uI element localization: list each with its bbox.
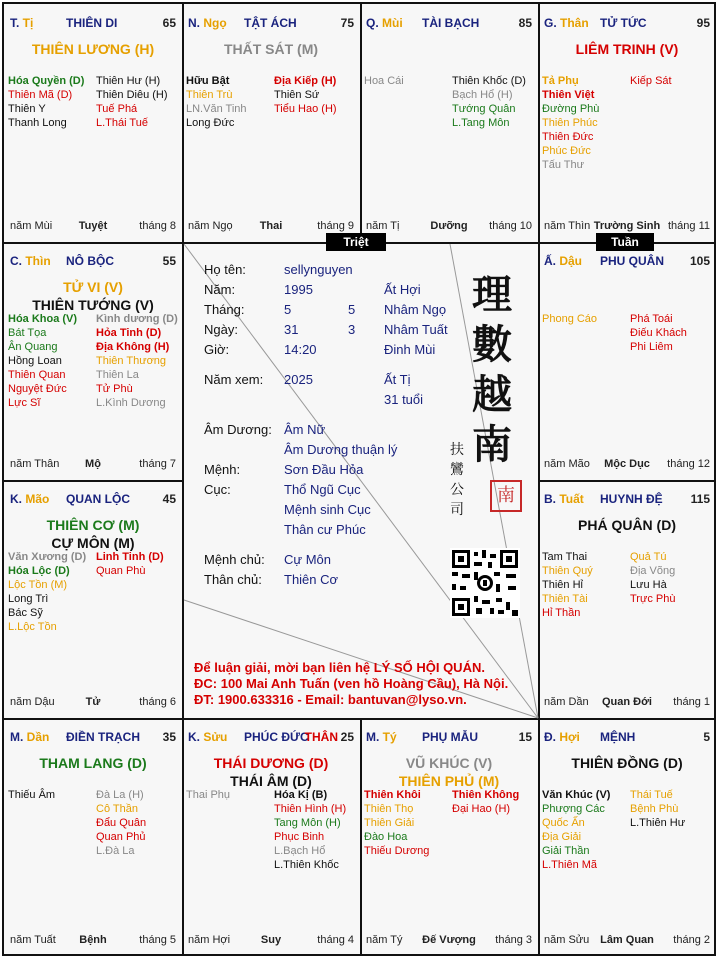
minor-star: Thiên Thọ xyxy=(364,803,414,815)
palace-stage: Tử xyxy=(85,696,101,708)
palace-branch: N. Ngọ xyxy=(188,16,227,30)
minor-stars-right xyxy=(96,312,178,410)
palace-month: tháng 11 xyxy=(667,220,710,232)
minor-star: Quan Phủ xyxy=(96,831,146,843)
palace-header xyxy=(188,730,354,746)
minor-star: Thiên Hư (H) xyxy=(96,75,161,87)
palace-ti[interactable] xyxy=(4,4,182,242)
palace-name: HUYNH ĐỆ xyxy=(600,492,663,506)
minor-star: Hoa Cái xyxy=(364,75,404,87)
minor-stars-right xyxy=(630,788,685,830)
palace-footer xyxy=(544,220,710,234)
calligraphy-small: 公 xyxy=(450,482,464,498)
palace-header xyxy=(10,16,176,32)
than-chu-value: Thiên Cơ xyxy=(284,572,339,587)
minor-star: Thiên Mã (D) xyxy=(8,89,73,101)
minor-star: Phi Liêm xyxy=(630,341,673,353)
palace-age: 25 xyxy=(340,730,354,744)
palace-age: 35 xyxy=(162,730,176,744)
tuan-marker: Tuần xyxy=(596,233,654,251)
minor-star: Hồng Loan xyxy=(8,355,62,367)
minor-stars-left xyxy=(186,788,230,802)
minor-star: Tuế Phá xyxy=(96,103,138,115)
minor-stars-right xyxy=(274,788,346,872)
minor-star: Thiên Hình (H) xyxy=(274,803,347,815)
palace-name: QUAN LỘC xyxy=(66,492,130,506)
minor-star: Thanh Long xyxy=(8,117,67,129)
palace-name: ĐIỀN TRẠCH xyxy=(66,730,140,744)
minor-stars-left xyxy=(542,550,593,620)
palace-branch: M. Tý xyxy=(366,730,397,744)
minor-star: Hóa Kị (B) xyxy=(274,789,328,801)
name-label: Họ tên: xyxy=(204,262,246,277)
palace-year: năm Ngọ xyxy=(188,220,233,232)
month-canchi: Nhâm Ngọ xyxy=(384,302,447,317)
minor-star: Giải Thần xyxy=(542,845,590,857)
minor-star: Đại Hao (H) xyxy=(452,803,511,815)
minor-star: L.Bạch Hổ xyxy=(274,845,326,857)
palace-footer xyxy=(544,934,710,948)
amduong-label: Âm Dương: xyxy=(204,422,272,437)
palace-suu[interactable] xyxy=(182,718,360,956)
palace-branch: G. Thân xyxy=(544,16,589,30)
cuc-note: Mệnh sinh Cục xyxy=(284,502,371,517)
minor-star: Bệnh Phù xyxy=(630,803,679,815)
palace-name: PHÚC ĐỨC xyxy=(244,730,309,744)
palace-header xyxy=(544,254,710,270)
minor-star: Thai Phụ xyxy=(186,789,231,801)
minor-star: Lộc Tồn (M) xyxy=(8,579,68,591)
palace-branch: K. Mão xyxy=(10,492,50,506)
minor-stars-right xyxy=(96,74,168,130)
main-star: LIÊM TRINH (V) xyxy=(575,41,679,57)
palace-stage: Quan Đới xyxy=(602,696,652,708)
palace-age: 95 xyxy=(696,16,710,30)
minor-star: L.Thiên Mã xyxy=(542,859,598,871)
minor-star: Thiên Quan xyxy=(8,369,66,381)
minor-star: Đào Hoa xyxy=(364,831,408,843)
palace-stage: Mộc Dục xyxy=(604,458,650,470)
minor-star: Văn Xương (D) xyxy=(8,551,87,563)
palace-name: NÔ BỘC xyxy=(66,254,114,268)
main-stars xyxy=(182,40,360,58)
minor-star: Địa Không (H) xyxy=(96,341,170,353)
minor-star: Thiên Không xyxy=(452,789,520,801)
palace-year: năm Tị xyxy=(366,220,400,232)
main-star: THIÊN CƠ (M) xyxy=(46,517,140,533)
minor-star: Thiên Sứ xyxy=(274,89,320,101)
main-star: PHÁ QUÂN (D) xyxy=(578,517,676,533)
palace-footer xyxy=(10,696,176,710)
minor-stars-left xyxy=(364,788,429,858)
minor-star: Thiên Phúc xyxy=(542,117,598,129)
minor-stars-right xyxy=(452,74,526,130)
main-stars xyxy=(360,754,538,790)
palace-name: TÀI BẠCH xyxy=(422,16,480,30)
palace-branch: T. Tị xyxy=(10,16,34,30)
main-stars xyxy=(4,278,182,314)
minor-star: Phục Binh xyxy=(274,831,325,843)
menh-chu-value: Cự Môn xyxy=(284,552,331,567)
minor-star: Linh Tinh (D) xyxy=(96,551,164,563)
minor-star: L.Thiên Hư xyxy=(630,817,686,829)
view-year: 2025 xyxy=(284,372,313,387)
minor-star: Phá Toái xyxy=(630,313,673,325)
minor-star: Tướng Quân xyxy=(452,103,516,115)
minor-star: Đường Phù xyxy=(542,103,600,115)
palace-mao[interactable] xyxy=(4,480,182,718)
minor-stars-left xyxy=(186,74,247,130)
palace-year: năm Hợi xyxy=(188,934,231,946)
person-name: sellynguyen xyxy=(284,262,353,277)
palace-branch: Ấ. Dậu xyxy=(544,254,583,268)
minor-stars-right xyxy=(630,312,687,354)
palace-dau[interactable] xyxy=(538,242,716,480)
minor-star: Nguyệt Đức xyxy=(8,383,67,395)
main-stars xyxy=(4,516,182,552)
palace-footer xyxy=(544,458,710,472)
year-canchi: Ất Hợi xyxy=(384,282,421,297)
palace-month: tháng 12 xyxy=(667,458,710,470)
amduong-value: Âm Nữ xyxy=(284,422,326,437)
minor-star: Phúc Đức xyxy=(542,145,591,157)
palace-stage: Suy xyxy=(260,934,282,946)
minor-stars-left xyxy=(8,550,86,634)
palace-header xyxy=(10,492,176,508)
palace-stage: Thai xyxy=(259,220,283,232)
main-star: VŨ KHÚC (V) xyxy=(405,755,493,771)
palace-hoi[interactable] xyxy=(538,718,716,956)
minor-stars-right xyxy=(452,788,519,816)
than-cu-note: Thân cư Phúc xyxy=(284,522,366,537)
palace-year: năm Tý xyxy=(366,934,403,946)
cuc-label: Cục: xyxy=(204,482,231,497)
palace-ngo[interactable] xyxy=(182,4,360,242)
birth-hour: 14:20 xyxy=(284,342,317,357)
minor-star: L.Kình Dương xyxy=(96,397,166,409)
palace-year: năm Sửu xyxy=(544,934,590,946)
palace-than[interactable] xyxy=(538,4,716,242)
palace-footer xyxy=(10,458,176,472)
main-star: THIÊN ĐỒNG (D) xyxy=(571,755,683,771)
minor-star: Bạch Hổ (H) xyxy=(452,89,513,101)
minor-star: Quan Phù xyxy=(96,565,146,577)
day-label: Ngày: xyxy=(204,322,238,337)
palace-name: THIÊN DI xyxy=(66,16,118,30)
minor-star: Địa Võng xyxy=(630,565,676,577)
minor-star: Thiên Việt xyxy=(542,89,595,101)
main-star: THIÊN TƯỚNG (V) xyxy=(32,297,154,313)
red-seal: 南 xyxy=(490,480,522,512)
palace-footer xyxy=(366,934,532,948)
minor-star: Thiếu Âm xyxy=(8,789,56,801)
palace-footer xyxy=(188,934,354,948)
minor-star: Hỉ Thần xyxy=(542,607,581,619)
minor-star: Bát Tọa xyxy=(8,327,47,339)
palace-year: năm Tuất xyxy=(10,934,56,946)
minor-star: Thiên Đức xyxy=(542,131,594,143)
minor-star: Địa Kiếp (H) xyxy=(274,75,337,87)
minor-star: Thiên Khôi xyxy=(364,789,421,801)
palace-age: 85 xyxy=(518,16,532,30)
minor-star: Thiên Diêu (H) xyxy=(96,89,168,101)
palace-name: PHU QUÂN xyxy=(600,254,665,268)
minor-star: Hóa Khoa (V) xyxy=(8,313,78,325)
palace-month: tháng 3 xyxy=(495,934,532,946)
palace-footer xyxy=(544,696,710,710)
palace-stage: Đế Vượng xyxy=(422,934,476,946)
minor-star: L.Thiên Khốc xyxy=(274,859,339,871)
minor-star: Văn Khúc (V) xyxy=(542,789,611,801)
palace-age: 75 xyxy=(340,16,354,30)
birth-month: 5 xyxy=(284,302,292,317)
palace-branch: Q. Mùi xyxy=(366,16,403,30)
palace-month: tháng 4 xyxy=(317,934,354,946)
palace-age: 115 xyxy=(690,492,710,506)
minor-stars-right xyxy=(630,550,675,606)
minor-star: Thái Tuế xyxy=(630,789,673,801)
minor-star: Tiểu Hao (H) xyxy=(274,103,337,115)
main-star: THIÊN LƯƠNG (H) xyxy=(31,41,155,57)
minor-star: Tử Phù xyxy=(96,383,133,395)
minor-star: Ân Quang xyxy=(8,341,58,353)
minor-star: Tam Thai xyxy=(542,551,588,563)
palace-header xyxy=(544,16,710,32)
minor-star: Long Đức xyxy=(186,117,235,129)
contact-phone-email[interactable]: ĐT: 1900.633316 - Email: bantuvan@lyso.vn. xyxy=(194,692,467,707)
palace-name: TỬ TỨC xyxy=(600,16,647,30)
main-star: CỰ MÔN (M) xyxy=(51,535,135,551)
minor-stars-left xyxy=(8,312,77,410)
palace-name: MỆNH xyxy=(600,730,636,744)
palace-year: năm Thìn xyxy=(544,220,591,232)
palace-stage: Trường Sinh xyxy=(593,220,661,232)
palace-branch: M. Dần xyxy=(10,730,50,744)
calligraphy-char: 理 xyxy=(472,271,512,318)
year-label: Năm: xyxy=(204,282,236,297)
palace-footer xyxy=(188,220,354,234)
palace-year: năm Mão xyxy=(544,458,590,470)
palace-header xyxy=(544,492,710,508)
minor-star: Thiên Trù xyxy=(186,89,233,101)
palace-header xyxy=(10,730,176,746)
minor-star: Phong Cáo xyxy=(542,313,598,325)
palace-header xyxy=(544,730,710,746)
minor-stars-right xyxy=(96,550,164,578)
main-star: THAM LANG (D) xyxy=(39,755,147,771)
palace-month: tháng 7 xyxy=(139,458,176,470)
month-label: Tháng: xyxy=(204,302,245,317)
palace-footer xyxy=(366,220,532,234)
palace-stage: Lâm Quan xyxy=(600,934,654,946)
palace-month: tháng 2 xyxy=(673,934,710,946)
minor-star: Cô Thần xyxy=(96,803,138,815)
minor-stars-right xyxy=(96,788,146,858)
main-star: THÁI DƯƠNG (D) xyxy=(213,755,329,771)
palace-tuat[interactable] xyxy=(538,480,716,718)
minor-star: Điếu Khách xyxy=(630,327,687,339)
minor-star: LN.Văn Tinh xyxy=(186,103,247,115)
contact-line-1: Để luận giải, mời bạn liên hệ LÝ SỐ HỘI QUÁN. xyxy=(194,660,485,675)
minor-stars-left xyxy=(8,788,55,802)
minor-stars-right xyxy=(630,74,672,88)
main-star: TỬ VI (V) xyxy=(63,279,123,295)
view-year-canchi: Ất Tị xyxy=(384,372,411,387)
day-canchi: Nhâm Tuất xyxy=(384,322,448,337)
palace-branch: K. Sửu xyxy=(188,730,228,744)
palace-age: 65 xyxy=(162,16,176,30)
minor-star: Kình dương (D) xyxy=(96,313,178,325)
minor-star: Quả Tú xyxy=(630,551,667,563)
palace-month: tháng 9 xyxy=(317,220,354,232)
palace-header xyxy=(188,16,354,32)
minor-star: L.Lộc Tồn xyxy=(8,621,57,633)
palace-month: tháng 8 xyxy=(139,220,176,232)
palace-stage: Tuyệt xyxy=(78,220,108,232)
main-stars xyxy=(538,40,716,58)
main-stars xyxy=(538,516,716,534)
minor-star: Hỏa Tinh (D) xyxy=(96,327,162,339)
minor-star: Thiên Thương xyxy=(96,355,167,367)
palace-footer xyxy=(10,220,176,234)
palace-month: tháng 6 xyxy=(139,696,176,708)
palace-stage: Dưỡng xyxy=(430,220,468,232)
minor-stars-left xyxy=(542,312,597,326)
palace-stage: Bệnh xyxy=(79,934,107,946)
than-marker: THÂN xyxy=(304,730,338,744)
hour-label: Giờ: xyxy=(204,342,230,357)
main-star: THẤT SÁT (M) xyxy=(223,41,319,57)
palace-age: 15 xyxy=(518,730,532,744)
qr-code[interactable] xyxy=(450,548,520,618)
age-text: 31 tuổi xyxy=(384,392,424,407)
minor-stars-left xyxy=(8,74,84,130)
palace-dan[interactable] xyxy=(4,718,182,956)
minor-star: L.Tang Môn xyxy=(452,117,510,129)
palace-year: năm Thân xyxy=(10,458,60,470)
minor-star: Hóa Quyền (D) xyxy=(8,75,85,87)
cuc-value: Thổ Ngũ Cục xyxy=(284,482,361,497)
minor-star: Đà La (H) xyxy=(96,789,144,801)
calligraphy-char: 南 xyxy=(472,421,512,468)
palace-month: tháng 1 xyxy=(673,696,710,708)
minor-star: Thiên Hỉ xyxy=(542,579,583,591)
palace-branch: B. Tuất xyxy=(544,492,584,506)
palace-ty[interactable] xyxy=(360,718,538,956)
palace-year: năm Dần xyxy=(544,696,589,708)
minor-star: Thiên Quý xyxy=(542,565,593,577)
minor-star: Địa Giải xyxy=(542,831,582,843)
main-stars xyxy=(538,754,716,772)
lunar-month: 5 xyxy=(348,302,356,317)
calligraphy-small: 鸞 xyxy=(450,462,464,478)
palace-age: 105 xyxy=(689,254,710,268)
palace-month: tháng 10 xyxy=(489,220,532,232)
minor-star: Kiếp Sát xyxy=(630,75,672,87)
palace-year: năm Mùi xyxy=(10,220,53,232)
minor-stars-right xyxy=(274,74,337,116)
main-stars xyxy=(182,754,360,790)
main-stars xyxy=(4,40,182,58)
minor-star: Thiên La xyxy=(96,369,139,381)
minor-star: Long Trì xyxy=(8,593,49,605)
minor-star: Tang Môn (H) xyxy=(274,817,341,829)
minor-star: Quốc Ấn xyxy=(542,817,585,829)
minor-star: Lưu Hà xyxy=(630,579,667,591)
palace-footer xyxy=(10,934,176,948)
lunar-day: 3 xyxy=(348,322,356,337)
calligraphy-char: 越 xyxy=(472,371,512,418)
birth-day: 31 xyxy=(284,322,299,337)
minor-stars-left xyxy=(364,74,404,88)
minor-star: Tấu Thư xyxy=(542,159,585,171)
minor-star: Lực Sĩ xyxy=(8,397,41,409)
menh-label: Mệnh: xyxy=(204,462,241,477)
birth-year: 1995 xyxy=(284,282,313,297)
calligraphy-logo xyxy=(450,270,532,530)
palace-thin[interactable] xyxy=(4,242,182,480)
minor-star: Tả Phụ xyxy=(542,75,579,87)
calligraphy-small: 司 xyxy=(450,502,464,518)
main-stars xyxy=(4,754,182,772)
palace-header xyxy=(10,254,176,270)
palace-year: năm Dậu xyxy=(10,696,55,708)
minor-star: Hóa Lộc (D) xyxy=(8,565,70,577)
minor-star: L.Đà La xyxy=(96,845,135,857)
minor-star: Trực Phù xyxy=(630,593,676,605)
palace-age: 45 xyxy=(162,492,176,506)
palace-stage: Mộ xyxy=(85,458,101,470)
palace-header xyxy=(366,730,532,746)
palace-mui[interactable] xyxy=(360,4,538,242)
minor-star: Thiên Tài xyxy=(542,593,588,605)
triet-marker: Triệt xyxy=(326,233,386,251)
than-chu-label: Thân chủ: xyxy=(204,572,262,587)
amduong-note: Âm Dương thuận lý xyxy=(284,442,398,457)
minor-star: Thiếu Dương xyxy=(364,845,430,857)
calligraphy-char: 數 xyxy=(472,321,512,368)
minor-star: Thiên Giải xyxy=(364,817,415,829)
palace-name: PHỤ MẪU xyxy=(422,730,478,744)
main-star: THÁI ÂM (D) xyxy=(230,773,312,789)
menh-chu-label: Mệnh chủ: xyxy=(204,552,265,567)
palace-age: 5 xyxy=(703,730,710,744)
calligraphy-small: 扶 xyxy=(450,442,464,458)
minor-star: L.Thái Tuế xyxy=(96,117,148,129)
minor-stars-left xyxy=(542,788,610,872)
palace-month: tháng 5 xyxy=(139,934,176,946)
minor-star: Phượng Các xyxy=(542,803,605,815)
palace-branch: Đ. Hợi xyxy=(544,730,580,744)
minor-star: Hữu Bật xyxy=(186,75,230,87)
minor-stars-left xyxy=(542,74,599,172)
minor-star: Thiên Khốc (D) xyxy=(452,75,526,87)
palace-name: TẬT ÁCH xyxy=(244,16,297,30)
menh-value: Sơn Đầu Hỏa xyxy=(284,462,364,477)
palace-branch: C. Thìn xyxy=(10,254,51,268)
palace-header xyxy=(366,16,532,32)
hour-canchi: Đinh Mùi xyxy=(384,342,436,357)
minor-star: Đẩu Quân xyxy=(96,817,147,829)
contact-address: ĐC: 100 Mai Anh Tuấn (ven hồ Hoàng Cầu), Hà Nội. xyxy=(194,676,509,691)
palace-age: 55 xyxy=(162,254,176,268)
main-star: THIÊN PHỦ (M) xyxy=(398,773,500,789)
minor-star: Thiên Y xyxy=(8,103,46,115)
minor-star: Bác Sỹ xyxy=(8,607,43,619)
view-year-label: Năm xem: xyxy=(204,372,264,387)
